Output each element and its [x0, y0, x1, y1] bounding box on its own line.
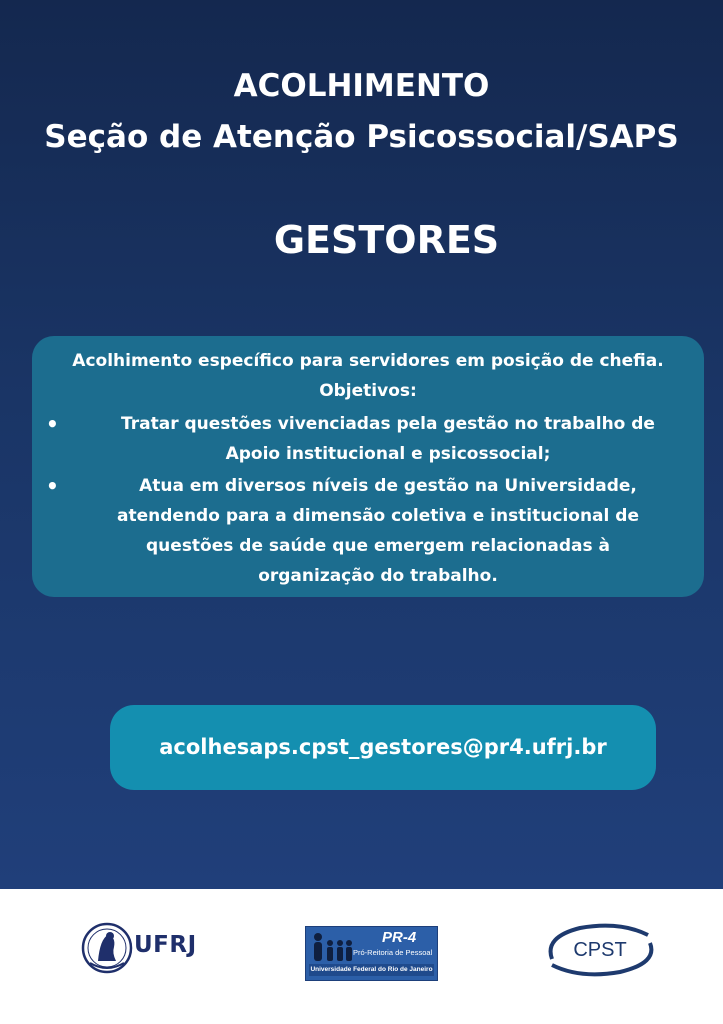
email-link[interactable]: acolhesaps.cpst_gestores@pr4.ufrj.br	[159, 735, 607, 759]
info-objective-2-line-3: questões de saúde que emergem relacionadas à	[146, 536, 610, 556]
info-objective-2-line-1: Atua em diversos níveis de gestão na Universidade,	[139, 476, 637, 496]
cpst-logo	[540, 919, 660, 981]
info-objectives-label: Objetivos:	[319, 381, 417, 401]
info-objective-1-line-2: Apoio institucional e psicossocial;	[225, 444, 551, 464]
pr4-institution: Universidade Federal do Rio de Janeiro	[309, 964, 434, 976]
info-box	[32, 336, 704, 597]
pr4-title: PR-4	[382, 929, 417, 946]
pr4-figures-icon	[310, 931, 354, 963]
cpst-label: CPST	[573, 939, 627, 961]
header-subtitle: Seção de Atenção Psicossocial/SAPS	[44, 119, 679, 155]
audience-heading: GESTORES	[273, 218, 500, 262]
footer-logos	[0, 889, 723, 1024]
info-objective-1-line-1: Tratar questões vivenciadas pela gestão no trabalho de	[121, 414, 655, 434]
ufrj-seal-icon	[80, 917, 134, 979]
header-title: ACOLHIMENTO	[233, 68, 490, 104]
ufrj-label: UFRJ	[134, 932, 197, 958]
bullet-1: •	[46, 412, 59, 436]
pr4-logo	[305, 926, 438, 981]
bullet-2: •	[46, 474, 59, 498]
email-box[interactable]	[110, 705, 656, 790]
ufrj-logo	[80, 917, 220, 983]
info-objective-2-line-4: organização do trabalho.	[258, 566, 498, 586]
info-intro: Acolhimento específico para servidores em posição de chefia.	[72, 351, 664, 371]
pr4-subtitle: Pró-Reitoria de Pessoal	[353, 948, 433, 957]
info-objective-2-line-2: atendendo para a dimensão coletiva e institucional de	[117, 506, 639, 526]
